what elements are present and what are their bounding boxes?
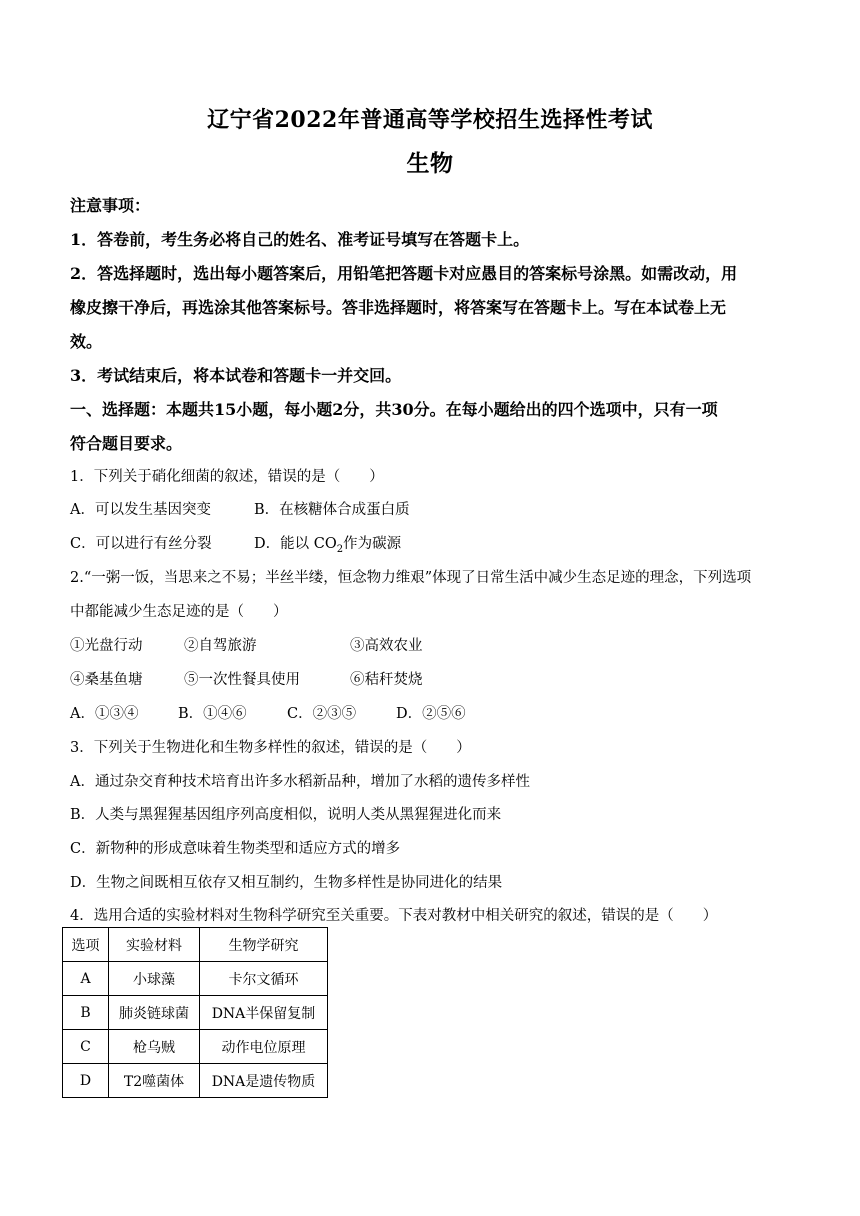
q3-option-b: B．人类与黑猩猩基因组序列高度相似，说明人类从黑猩猩进化而来	[70, 807, 502, 823]
table-header-cell: 选项	[63, 928, 109, 962]
q1-option-a: A．可以发生基因突变	[70, 502, 211, 518]
notice-item-2-line-1: 2．答选择题时，选出每小题答案后，用铅笔把答题卡对应愚目的答案标号涂黑。如需改动，用	[70, 264, 738, 283]
table-cell: 小球藻	[109, 962, 200, 996]
notice-item-1: 1．答卷前，考生务必将自己的姓名、准考证号填写在答题卡上。	[70, 230, 530, 249]
q2-stem-line-2: 中都能减少生态足迹的是（ ）	[70, 604, 288, 620]
q2-item-3: ③高效农业	[350, 638, 423, 654]
table-cell: 肺炎链球菌	[109, 996, 200, 1030]
q1-option-b: B．在核糖体合成蛋白质	[254, 502, 410, 518]
q2-option-c: C．②③⑤	[287, 706, 357, 722]
table-cell: D	[63, 1064, 109, 1098]
q2-option-b: B．①④⑥	[178, 706, 247, 722]
section-heading-line-2: 符合题目要求。	[70, 434, 183, 453]
q4-table	[62, 927, 328, 1098]
q1-option-c: C．可以进行有丝分裂	[70, 536, 212, 552]
q2-item-4: ④桑基鱼塘	[70, 672, 143, 688]
q2-option-a: A．①③④	[70, 706, 139, 722]
notice-heading: 注意事项：	[70, 196, 151, 215]
table-cell: 卡尔文循环	[200, 962, 328, 996]
q3-stem: 3．下列关于生物进化和生物多样性的叙述，错误的是（ ）	[70, 740, 471, 756]
table-cell: DNA是遗传物质	[200, 1064, 328, 1098]
table-cell: 动作电位原理	[200, 1030, 328, 1064]
notice-item-2-line-3: 效。	[70, 332, 103, 351]
q4-stem: 4．选用合适的实验材料对生物科学研究至关重要。下表对教材中相关研究的叙述，错误的是（ ）	[70, 908, 718, 924]
table-header-cell: 生物学研究	[200, 928, 328, 962]
q2-option-d: D．②⑤⑥	[396, 706, 466, 722]
table-header-row	[63, 928, 328, 962]
notice-item-3: 3．考试结束后，将本试卷和答题卡一并交回。	[70, 366, 402, 385]
q3-option-a: A．通过杂交育种技术培育出许多水稻新品种，增加了水稻的遗传多样性	[70, 774, 530, 790]
subject-title: 生物	[406, 150, 454, 177]
table-cell: B	[63, 996, 109, 1030]
q1-option-d	[254, 532, 401, 555]
q1-option-d-suffix: 作为碳源	[343, 536, 402, 552]
table-row	[63, 996, 328, 1030]
table-row	[63, 962, 328, 996]
q1-option-d-prefix: D．能以 CO	[254, 536, 337, 552]
table-row	[63, 1030, 328, 1064]
q2-item-1: ①光盘行动	[70, 638, 143, 654]
table-cell: 枪乌贼	[109, 1030, 200, 1064]
table-row	[63, 1064, 328, 1098]
notice-item-2-line-2: 橡皮擦干净后，再选涂其他答案标号。答非选择题时，将答案写在答题卡上。写在本试卷上无	[70, 298, 727, 317]
q2-item-2: ②自驾旅游	[184, 638, 257, 654]
table-header-cell: 实验材料	[109, 928, 200, 962]
exam-title: 辽宁省2022年普通高等学校招生选择性考试	[207, 107, 653, 133]
q2-item-5: ⑤一次性餐具使用	[184, 672, 300, 688]
table-cell: DNA半保留复制	[200, 996, 328, 1030]
q2-stem-line-1: 2.“一粥一饭，当思来之不易；半丝半缕，恒念物力维艰”体现了日常生活中减少生态足迹的理念，下列选项	[70, 570, 752, 586]
q2-item-6: ⑥秸秆焚烧	[350, 672, 423, 688]
q3-option-d: D．生物之间既相互依存又相互制约，生物多样性是协同进化的结果	[70, 875, 503, 891]
table-cell: C	[63, 1030, 109, 1064]
table-cell: T2噬菌体	[109, 1064, 200, 1098]
section-heading-line-1: 一、选择题：本题共15小题，每小题2分，共30分。在每小题给出的四个选项中，只有一项	[70, 400, 718, 419]
q1-option-d-subscript: 2	[336, 543, 344, 555]
q3-option-c: C．新物种的形成意味着生物类型和适应方式的增多	[70, 841, 401, 857]
q1-stem: 1．下列关于硝化细菌的叙述，错误的是（ ）	[70, 469, 384, 485]
table-cell: A	[63, 962, 109, 996]
